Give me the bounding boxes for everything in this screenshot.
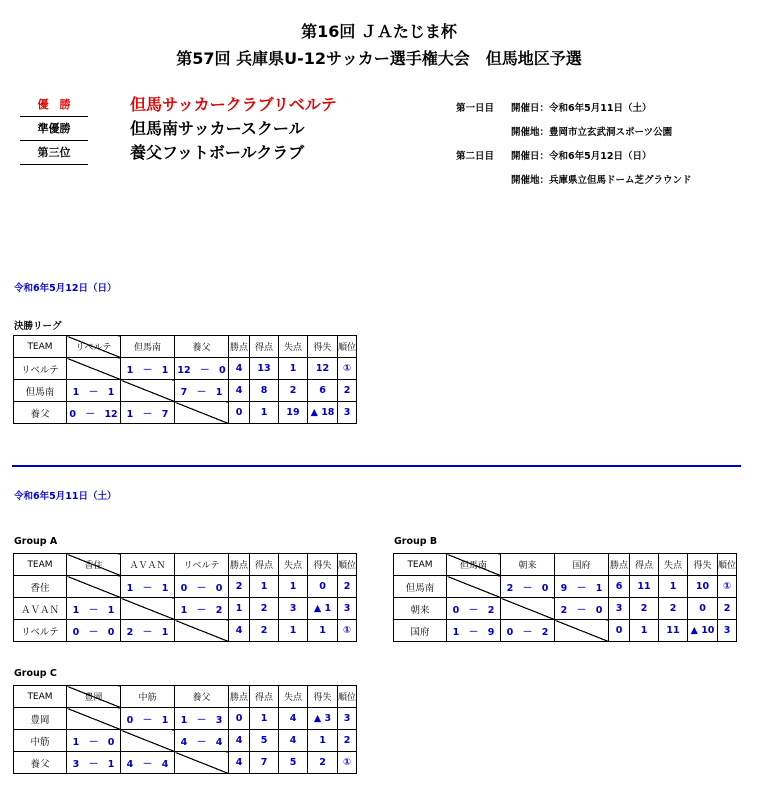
table-row (14, 730, 357, 752)
stat-cell: 4 (229, 620, 250, 642)
stat-cell: 3 (338, 708, 357, 730)
match-score-cell: 1 － 7 (121, 402, 175, 424)
team-name-cell: 中筋 (14, 730, 67, 752)
stat-cell: 5 (250, 730, 279, 752)
self-match-cell (67, 358, 121, 380)
column-header: 国府 (555, 554, 609, 576)
match-score-cell: 1 － 9 (447, 620, 501, 642)
stat-cell: 8 (250, 380, 279, 402)
column-header: 勝点 (229, 336, 250, 358)
placing-label: 第三位 (20, 142, 88, 165)
self-match-cell (121, 380, 175, 402)
table-row (14, 620, 357, 642)
schedule-day2-date: 開催日：令和6年5月12日（日） (511, 151, 652, 162)
table-header-row (394, 554, 737, 576)
placing-third (20, 142, 440, 166)
stat-cell: 19 (279, 402, 308, 424)
stat-cell: 11 (630, 576, 659, 598)
schedule-day1: 第一日目 (456, 103, 495, 114)
stat-cell: 2 (279, 380, 308, 402)
stat-cell: 0 (308, 576, 338, 598)
section-divider (12, 465, 741, 467)
column-header: 失点 (279, 336, 308, 358)
match-score-cell: 2 － 0 (555, 598, 609, 620)
stat-cell: 2 (250, 598, 279, 620)
self-match-cell (501, 598, 555, 620)
team-name-cell: 朝来 (394, 598, 447, 620)
table-header-row (14, 554, 357, 576)
team-name-cell: 養父 (14, 402, 67, 424)
column-header: 得失 (688, 554, 718, 576)
team-name-cell: 香住 (14, 576, 67, 598)
match-score-cell: 1 － 1 (121, 576, 175, 598)
column-header: 中筋 (121, 686, 175, 708)
stat-cell: 4 (279, 708, 308, 730)
match-score-cell: 2 － 1 (121, 620, 175, 642)
self-match-cell (175, 752, 229, 774)
placing-team: 但馬南サッカースクール (130, 119, 305, 138)
column-header: 失点 (279, 554, 308, 576)
stat-cell: 2 (718, 598, 737, 620)
match-score-cell: 1 － 3 (175, 708, 229, 730)
column-header: TEAM (14, 336, 67, 358)
stat-cell: 4 (279, 730, 308, 752)
column-header: リベルテ (67, 336, 121, 358)
column-header: 養父 (175, 686, 229, 708)
table-row (14, 576, 357, 598)
final-league-table (13, 335, 357, 424)
self-match-cell (447, 576, 501, 598)
match-score-cell: 0 － 2 (447, 598, 501, 620)
column-header: 順位 (718, 554, 737, 576)
stat-cell: ① (338, 752, 357, 774)
column-header: ＡＶＡＮ (121, 554, 175, 576)
stat-cell: 0 (229, 708, 250, 730)
self-match-cell (67, 708, 121, 730)
stat-cell: 2 (250, 620, 279, 642)
table-row (394, 576, 737, 598)
team-name-cell: 国府 (394, 620, 447, 642)
placing-team: 養父フットボールクラブ (130, 143, 305, 162)
stat-cell: 2 (338, 576, 357, 598)
stat-cell: ① (718, 576, 737, 598)
table-row (394, 620, 737, 642)
match-score-cell: 0 － 12 (67, 402, 121, 424)
stat-cell: 1 (279, 620, 308, 642)
column-header: 但馬南 (447, 554, 501, 576)
stat-cell: 12 (308, 358, 338, 380)
column-header: 朝来 (501, 554, 555, 576)
match-score-cell: 0 － 2 (501, 620, 555, 642)
table-row (14, 598, 357, 620)
table-row (394, 598, 737, 620)
table-row (14, 358, 357, 380)
stat-cell: 3 (718, 620, 737, 642)
stat-cell: 1 (250, 708, 279, 730)
stat-cell: 1 (630, 620, 659, 642)
stat-cell: 2 (659, 598, 688, 620)
tournament-title: 第57回 兵庫県U-12サッカー選手権大会 但馬地区予選 (176, 49, 582, 68)
stat-cell: 4 (229, 730, 250, 752)
table-row (14, 708, 357, 730)
column-header: 失点 (279, 686, 308, 708)
column-header: 順位 (338, 336, 357, 358)
event-title: 第16回 ＪＡたじま杯 (301, 22, 457, 41)
stat-cell: 4 (229, 380, 250, 402)
stat-cell: 1 (308, 730, 338, 752)
column-header: 豊岡 (67, 686, 121, 708)
stat-cell: ▲ 1 (308, 598, 338, 620)
stat-cell: 1 (250, 576, 279, 598)
self-match-cell (121, 730, 175, 752)
match-score-cell: 0 － 0 (175, 576, 229, 598)
stat-cell: 3 (279, 598, 308, 620)
final-league-title: 決勝リーグ (14, 321, 62, 332)
stat-cell: 1 (250, 402, 279, 424)
self-match-cell (67, 576, 121, 598)
match-score-cell: 0 － 1 (121, 708, 175, 730)
column-header: 勝点 (609, 554, 630, 576)
column-header: 得点 (250, 554, 279, 576)
stat-cell: 2 (630, 598, 659, 620)
column-header: 香住 (67, 554, 121, 576)
match-score-cell: 12 － 0 (175, 358, 229, 380)
stat-cell: ▲ 18 (308, 402, 338, 424)
group-b-title: Group B (394, 536, 438, 547)
column-header: 得失 (308, 554, 338, 576)
stat-cell: 7 (250, 752, 279, 774)
column-header: 順位 (338, 554, 357, 576)
stat-cell: 2 (308, 752, 338, 774)
match-score-cell: 2 － 0 (501, 576, 555, 598)
placing-runner-up (20, 118, 440, 142)
group-a-table (13, 553, 357, 642)
team-name-cell: ＡＶＡＮ (14, 598, 67, 620)
stat-cell: 2 (229, 576, 250, 598)
stat-cell: 3 (609, 598, 630, 620)
stat-cell: 1 (308, 620, 338, 642)
stat-cell: 3 (338, 402, 357, 424)
stat-cell: 13 (250, 358, 279, 380)
stat-cell: 0 (688, 598, 718, 620)
team-name-cell: 養父 (14, 752, 67, 774)
match-score-cell: 4 － 4 (175, 730, 229, 752)
match-score-cell: 1 － 1 (67, 598, 121, 620)
stat-cell: 0 (609, 620, 630, 642)
stat-cell: 1 (279, 358, 308, 380)
column-header: 得点 (630, 554, 659, 576)
placing-team: 但馬サッカークラブリベルテ (130, 95, 337, 114)
stat-cell: 10 (688, 576, 718, 598)
column-header: 得点 (250, 686, 279, 708)
column-header: リベルテ (175, 554, 229, 576)
schedule-day1-date: 開催日：令和6年5月11日（土） (511, 103, 652, 114)
column-header: 勝点 (229, 554, 250, 576)
placing-champion (20, 94, 440, 118)
stat-cell: ▲ 3 (308, 708, 338, 730)
group-c-title: Group C (14, 668, 57, 679)
stat-cell: 2 (338, 730, 357, 752)
team-name-cell: リベルテ (14, 358, 67, 380)
match-score-cell: 3 － 1 (67, 752, 121, 774)
column-header: TEAM (14, 554, 67, 576)
table-row (14, 380, 357, 402)
placing-label: 優 勝 (20, 94, 88, 117)
column-header: TEAM (14, 686, 67, 708)
group-b-table (393, 553, 737, 642)
table-header-row (14, 336, 357, 358)
final-date: 令和6年5月12日（日） (14, 283, 117, 294)
stat-cell: ① (338, 358, 357, 380)
stat-cell: 3 (338, 598, 357, 620)
match-score-cell: 1 － 1 (121, 358, 175, 380)
match-score-cell: 1 － 2 (175, 598, 229, 620)
prelim-date: 令和6年5月11日（土） (14, 491, 117, 502)
stat-cell: 1 (659, 576, 688, 598)
column-header: 養父 (175, 336, 229, 358)
match-score-cell: 4 － 4 (121, 752, 175, 774)
team-name-cell: 豊岡 (14, 708, 67, 730)
stat-cell: 0 (229, 402, 250, 424)
group-a-title: Group A (14, 536, 58, 547)
match-score-cell: 1 － 0 (67, 730, 121, 752)
table-row (14, 752, 357, 774)
column-header: 失点 (659, 554, 688, 576)
team-name-cell: リベルテ (14, 620, 67, 642)
stat-cell: 5 (279, 752, 308, 774)
stat-cell: 6 (609, 576, 630, 598)
stat-cell: 2 (338, 380, 357, 402)
schedule-day1-venue: 開催地：豊岡市立玄武洞スポーツ公園 (511, 127, 673, 138)
table-row (14, 402, 357, 424)
column-header: 得失 (308, 336, 338, 358)
match-score-cell: 7 － 1 (175, 380, 229, 402)
table-header-row (14, 686, 357, 708)
self-match-cell (555, 620, 609, 642)
match-score-cell: 1 － 1 (67, 380, 121, 402)
column-header: 順位 (338, 686, 357, 708)
group-c-table (13, 685, 357, 774)
stat-cell: 11 (659, 620, 688, 642)
team-name-cell: 但馬南 (14, 380, 67, 402)
self-match-cell (175, 620, 229, 642)
placing-label: 準優勝 (20, 118, 88, 141)
match-score-cell: 9 － 1 (555, 576, 609, 598)
self-match-cell (121, 598, 175, 620)
stat-cell: ▲ 10 (688, 620, 718, 642)
stat-cell: ① (338, 620, 357, 642)
self-match-cell (175, 402, 229, 424)
schedule-day2-venue: 開催地：兵庫県立但馬ドーム芝グラウンド (511, 175, 692, 186)
column-header: TEAM (394, 554, 447, 576)
column-header: 勝点 (229, 686, 250, 708)
stat-cell: 6 (308, 380, 338, 402)
schedule-day2: 第二日目 (456, 151, 495, 162)
stat-cell: 1 (279, 576, 308, 598)
team-name-cell: 但馬南 (394, 576, 447, 598)
stat-cell: 4 (229, 358, 250, 380)
stat-cell: 4 (229, 752, 250, 774)
column-header: 得点 (250, 336, 279, 358)
stat-cell: 1 (229, 598, 250, 620)
column-header: 得失 (308, 686, 338, 708)
match-score-cell: 0 － 0 (67, 620, 121, 642)
column-header: 但馬南 (121, 336, 175, 358)
